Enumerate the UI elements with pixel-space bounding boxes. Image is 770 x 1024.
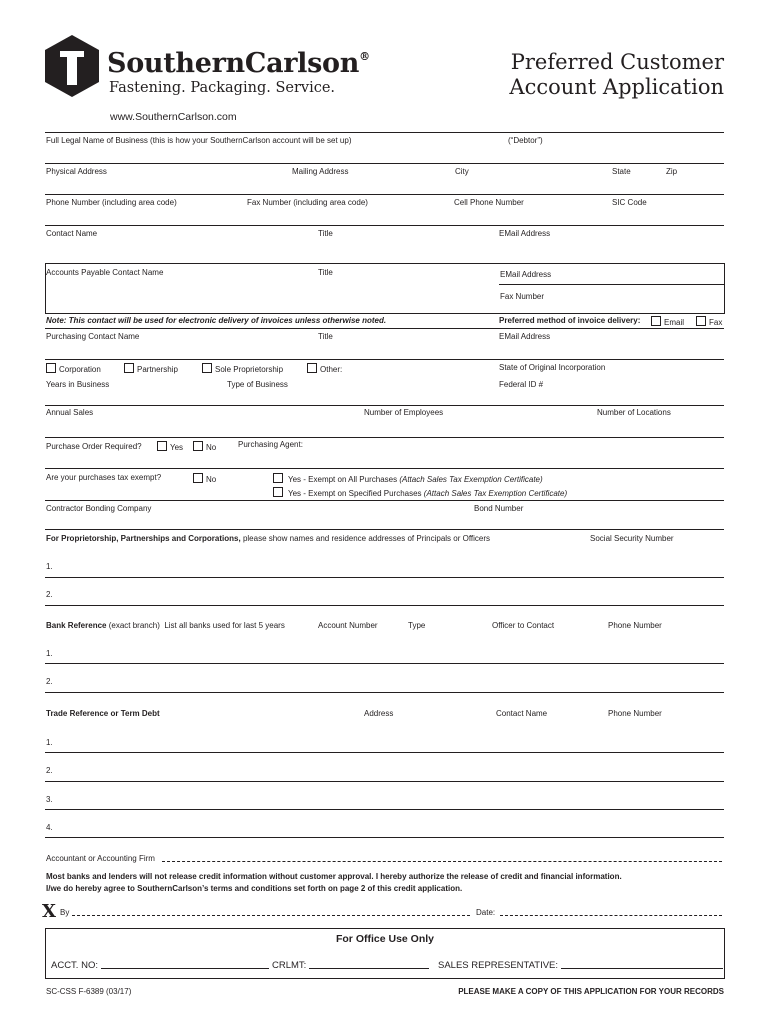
label-officer-contact: Officer to Contact [492, 621, 555, 630]
principal-line-1: 1. [46, 562, 53, 571]
label-tax-exempt: Are your purchases tax exempt? [46, 473, 162, 482]
label-purchasing-contact: Purchasing Contact Name [46, 332, 140, 341]
office-use-title: For Office Use Only [335, 933, 435, 945]
divider-line [45, 605, 724, 606]
label-social-security: Social Security Number [590, 534, 674, 543]
fax-checkbox[interactable] [696, 316, 706, 326]
divider-line [45, 837, 724, 838]
trade-heading: Trade Reference or Term Debt [46, 709, 160, 718]
tax-no-label: No [206, 475, 217, 484]
label-signature-date: Date: [476, 908, 496, 917]
label-ap-fax: Fax Number [500, 292, 545, 301]
office-rep-field[interactable] [438, 960, 723, 971]
office-use-box [45, 928, 725, 979]
label-purchasing-agent: Purchasing Agent: [238, 440, 303, 449]
label-zip: Zip [666, 167, 678, 176]
authorization-line-2: I/we do hereby agree to SouthernCarlson’s terms and conditions set forth on page 2 of this credit application. [46, 884, 463, 893]
po-no-label: No [206, 443, 217, 452]
label-crlmt: CRLMT: [272, 960, 307, 971]
bank-heading-paren: (exact branch) [108, 621, 160, 630]
form-id: SC-CSS F-6389 (03/17) [46, 987, 132, 996]
trade-line-1: 1. [46, 738, 53, 747]
office-crlmt-field[interactable] [272, 960, 429, 971]
label-account-number: Account Number [318, 621, 378, 630]
label-accountant: Accountant or Accounting Firm [46, 854, 155, 863]
option-other[interactable] [307, 363, 342, 375]
brand-tagline: Fastening. Packaging. Service. [109, 80, 336, 96]
label-mailing-address: Mailing Address [292, 167, 349, 176]
divider-line [45, 359, 724, 360]
label-years-in-business: Years in Business [46, 380, 110, 389]
authorization-line-1: Most banks and lenders will not release credit information without customer approval. I hereby authorize the release of credit and financial information. [46, 872, 622, 881]
po-yes-checkbox[interactable] [157, 441, 167, 451]
option-tax-exempt-all[interactable] [273, 473, 543, 485]
label-purchasing-title: Title [318, 332, 333, 341]
accounts-payable-box [45, 263, 725, 314]
bank-heading-bold: Bank Reference [46, 621, 107, 630]
signature-input-line[interactable] [72, 915, 470, 916]
divider-line [45, 225, 724, 226]
sole-proprietorship-label: Sole Proprietorship [215, 365, 284, 374]
label-federal-id: Federal ID # [499, 380, 544, 389]
registered-mark: ® [359, 50, 370, 63]
divider-line [45, 809, 724, 810]
invoice-note: Note: This contact will be used for electronic delivery of invoices unless otherwise noted. [46, 316, 387, 325]
partnership-label: Partnership [137, 365, 178, 374]
label-trade-address: Address [364, 709, 394, 718]
label-state: State [612, 167, 631, 176]
tax-exempt-specified-label: Yes - Exempt on Specified Purchases [288, 489, 422, 498]
principals-heading [46, 534, 490, 544]
label-annual-sales: Annual Sales [46, 408, 94, 417]
po-no-checkbox[interactable] [193, 441, 203, 451]
email-option-label: Email [664, 318, 685, 327]
signature-x-mark: X [42, 901, 56, 922]
company-logo [45, 35, 370, 99]
divider-line [45, 437, 724, 438]
label-ap-email: EMail Address [500, 270, 552, 279]
option-po-no[interactable] [193, 441, 216, 453]
form-title-line1: Preferred Customer [510, 50, 724, 74]
accountant-input-line[interactable] [162, 861, 722, 862]
label-bank-phone: Phone Number [608, 621, 662, 630]
option-sole-proprietorship[interactable] [202, 363, 283, 375]
brand-name [107, 48, 370, 79]
label-contact-name: Contact Name [46, 229, 98, 238]
option-fax-delivery[interactable] [696, 316, 722, 328]
website-url: www.SouthernCarlson.com [110, 111, 237, 123]
principals-heading-bold: For Proprietorship, Partnerships and Corporations, [46, 534, 241, 543]
date-input-line[interactable] [500, 915, 722, 916]
partnership-checkbox[interactable] [124, 363, 134, 373]
divider-line [45, 468, 724, 469]
label-ap-title: Title [318, 268, 333, 277]
tax-no-checkbox[interactable] [193, 473, 203, 483]
label-preferred-delivery: Preferred method of invoice delivery: [499, 316, 641, 325]
principal-line-2: 2. [46, 590, 53, 599]
divider-line [45, 577, 724, 578]
label-signature-by: By [60, 908, 70, 917]
tax-exempt-specified-checkbox[interactable] [273, 487, 283, 497]
footer-notice: PLEASE MAKE A COPY OF THIS APPLICATION FOR YOUR RECORDS [458, 987, 724, 996]
divider-line [45, 132, 724, 133]
trade-line-4: 4. [46, 823, 53, 832]
label-city: City [455, 167, 469, 176]
principals-heading-rest: please show names and residence addresses of Principals or Officers [242, 534, 491, 543]
divider-line [45, 663, 724, 664]
label-legal-name: Full Legal Name of Business (this is how your SouthernCarlson account will be set up) [46, 136, 352, 145]
tax-exempt-specified-note: (Attach Sales Tax Exemption Certificate) [423, 489, 568, 498]
divider-line [45, 692, 724, 693]
option-po-yes[interactable] [157, 441, 183, 453]
bank-line-2: 2. [46, 677, 53, 686]
label-state-incorporation: State of Original Incorporation [499, 363, 606, 372]
divider-line [45, 752, 724, 753]
label-contact-email: EMail Address [499, 229, 551, 238]
label-type-of-business: Type of Business [227, 380, 288, 389]
other-label: Other: [320, 365, 343, 374]
label-bank-type: Type [408, 621, 426, 630]
label-trade-phone: Phone Number [608, 709, 662, 718]
label-sic-code: SIC Code [612, 198, 647, 207]
label-number-employees: Number of Employees [364, 408, 444, 417]
label-acct-no: ACCT. NO: [51, 960, 98, 971]
email-checkbox[interactable] [651, 316, 661, 326]
corporation-label: Corporation [59, 365, 101, 374]
label-po-required: Purchase Order Required? [46, 442, 142, 451]
po-yes-label: Yes [170, 443, 184, 452]
fax-option-label: Fax [709, 318, 723, 327]
label-number-locations: Number of Locations [597, 408, 671, 417]
divider-line [45, 500, 724, 501]
label-phone-number: Phone Number (including area code) [46, 198, 177, 207]
office-acct-field[interactable] [51, 960, 269, 971]
label-physical-address: Physical Address [46, 167, 107, 176]
label-purchasing-email: EMail Address [499, 332, 551, 341]
label-trade-contact: Contact Name [496, 709, 548, 718]
tax-exempt-all-checkbox[interactable] [273, 473, 283, 483]
option-corporation[interactable] [46, 363, 101, 375]
divider-line [45, 328, 724, 329]
brand-name-text: SouthernCarlson [107, 48, 360, 79]
label-fax-number: Fax Number (including area code) [247, 198, 368, 207]
divider-line [45, 194, 724, 195]
sole-proprietorship-checkbox[interactable] [202, 363, 212, 373]
option-email-delivery[interactable] [651, 316, 684, 328]
bank-line-1: 1. [46, 649, 53, 658]
option-tax-exempt-specified[interactable] [273, 487, 567, 499]
label-contact-title: Title [318, 229, 333, 238]
label-ap-contact-name: Accounts Payable Contact Name [46, 268, 164, 277]
sales-rep-blank[interactable] [561, 960, 723, 969]
other-checkbox[interactable] [307, 363, 317, 373]
form-title-line2: Account Application [509, 75, 724, 99]
label-sales-rep: SALES REPRESENTATIVE: [438, 960, 559, 971]
bank-heading [46, 621, 285, 631]
divider-line [45, 529, 724, 530]
tax-exempt-all-label: Yes - Exempt on All Purchases [288, 475, 398, 484]
divider-line [45, 163, 724, 164]
bank-heading-rest: List all banks used for last 5 years [164, 621, 285, 630]
trade-line-3: 3. [46, 795, 53, 804]
logo-mark-icon [45, 35, 99, 97]
corporation-checkbox[interactable] [46, 363, 56, 373]
crlmt-blank[interactable] [309, 960, 429, 969]
label-bond-number: Bond Number [474, 504, 524, 513]
divider-line [499, 284, 724, 285]
label-cell-phone: Cell Phone Number [454, 198, 524, 207]
divider-line [45, 405, 724, 406]
label-debtor: (“Debtor”) [508, 136, 543, 145]
divider-line [45, 781, 724, 782]
acct-no-blank[interactable] [101, 960, 269, 969]
tax-exempt-all-note: (Attach Sales Tax Exemption Certificate) [399, 475, 543, 484]
option-tax-no[interactable] [193, 473, 216, 485]
label-bonding-company: Contractor Bonding Company [46, 504, 152, 513]
option-partnership[interactable] [124, 363, 178, 375]
trade-line-2: 2. [46, 766, 53, 775]
